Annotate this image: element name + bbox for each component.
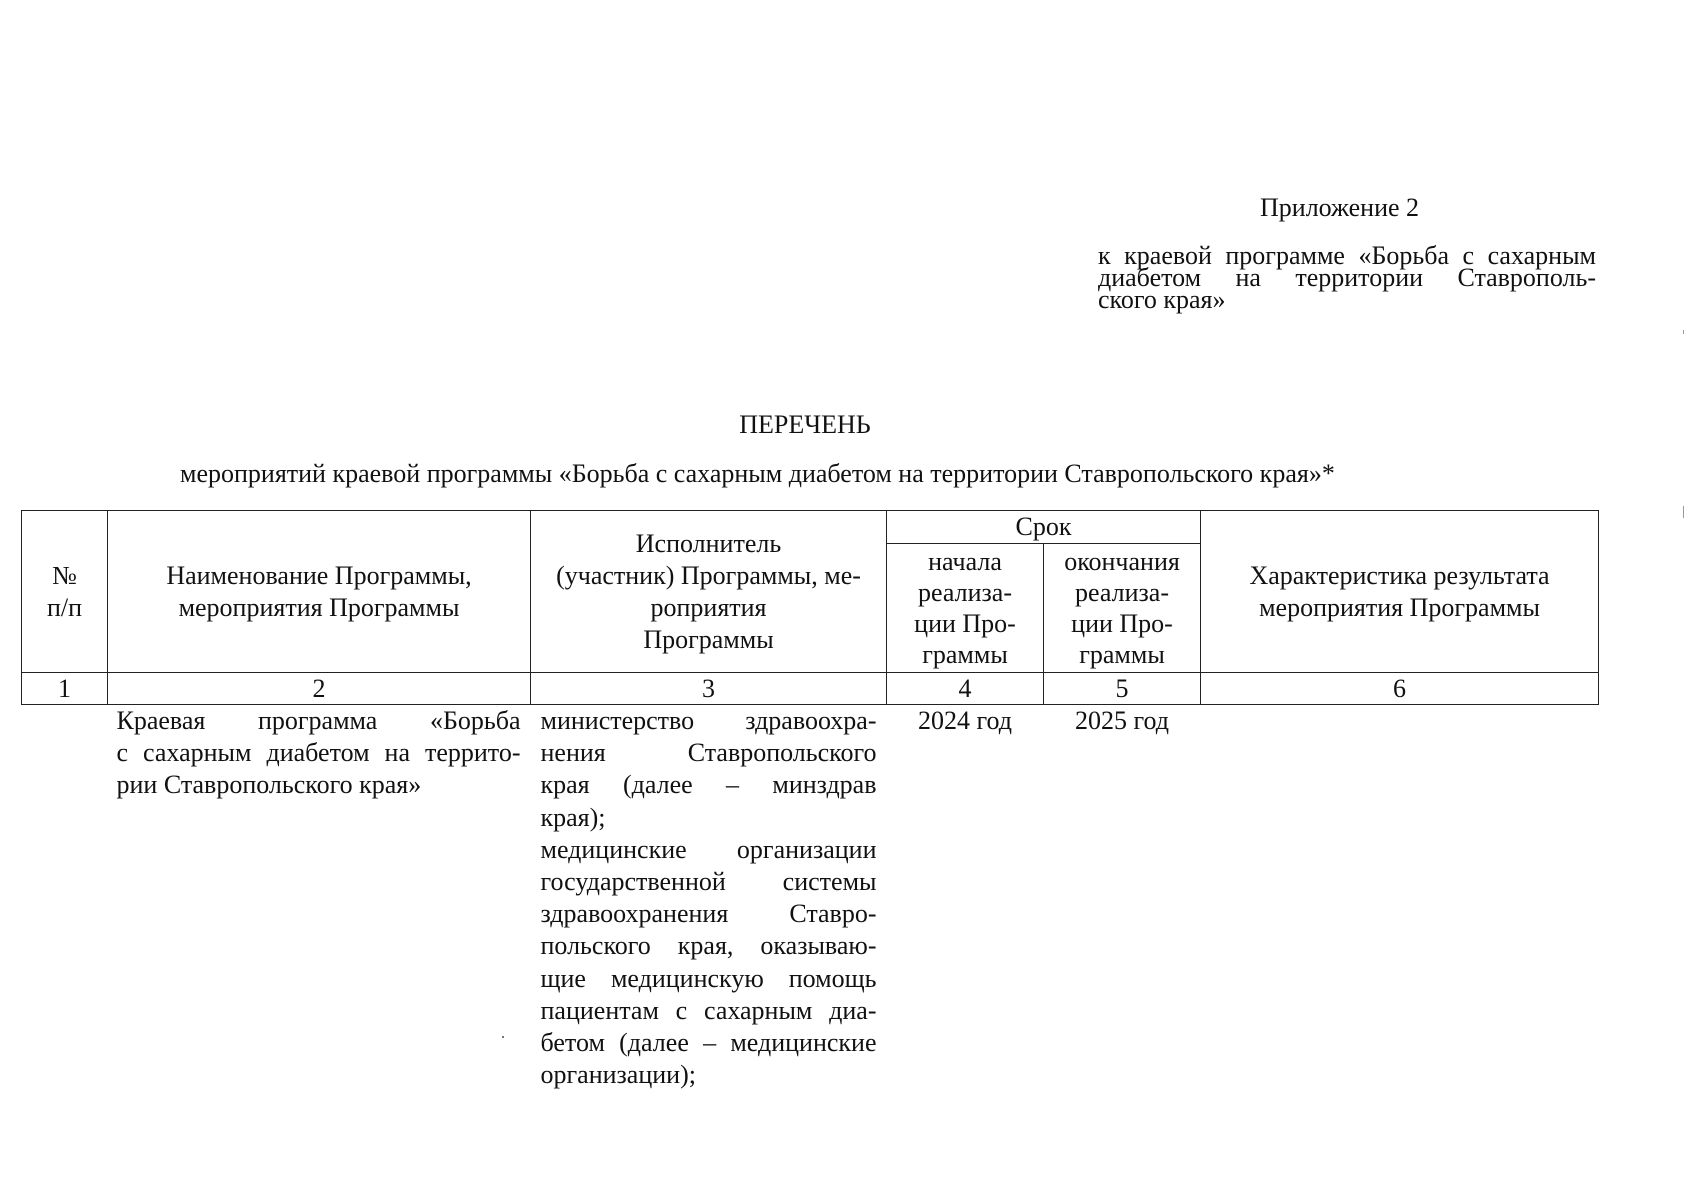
header-executor-line: Исполнитель — [635, 528, 782, 558]
header-executor-line: Программы — [643, 624, 774, 654]
header-start-line: реализа- — [918, 578, 1012, 607]
header-result — [1201, 511, 1599, 673]
executor-line: края (далее – минздрав — [540, 770, 877, 800]
header-start-line: ции Про- — [914, 609, 1016, 638]
scan-edge-mark — [1683, 506, 1684, 518]
start-date-cell: 2024 год — [918, 706, 1012, 735]
appendix-reference-line: ского края» — [1098, 285, 1226, 314]
end-date-cell: 2025 год — [1075, 706, 1169, 735]
scan-edge-mark — [1683, 330, 1684, 334]
header-executor-line: (участник) Программы, ме- — [556, 560, 861, 590]
header-end-line: реализа- — [1075, 578, 1169, 607]
program-name-line: рии Ставропольского края» — [116, 770, 422, 800]
header-end — [1044, 544, 1201, 673]
executor-line: польского края, оказываю- — [540, 931, 877, 961]
header-term: Срок — [887, 511, 1201, 544]
column-number: 5 — [1044, 673, 1201, 705]
executor-line: организации); — [540, 1060, 696, 1090]
executor-cell — [531, 705, 887, 1092]
executor-line: нения Ставропольского — [540, 738, 877, 768]
executor-line: медицинские организации — [540, 834, 877, 864]
result-cell — [1201, 705, 1599, 1092]
column-number: 4 — [887, 673, 1044, 705]
table-row — [22, 705, 1599, 1092]
column-number: 2 — [108, 673, 531, 705]
header-executor-line: роприятия — [650, 592, 767, 622]
header-name-line: мероприятия Программы — [178, 592, 460, 622]
header-result-line: мероприятия Программы — [1259, 592, 1540, 622]
document-heading: ПЕРЕЧЕНЬ — [739, 410, 871, 439]
header-number-line: № — [52, 560, 77, 590]
executor-line: государственной системы — [540, 867, 877, 897]
program-name-cell — [108, 705, 531, 1092]
column-number: 6 — [1201, 673, 1599, 705]
header-start-line: граммы — [922, 640, 1008, 669]
appendix-title: Приложение 2 — [1260, 193, 1420, 222]
program-name-line: с сахарным диабетом на террито- — [116, 738, 521, 768]
header-end-line: ции Про- — [1071, 609, 1173, 638]
executor-line: бетом (далее – медицинские — [540, 1028, 877, 1058]
header-end-line: граммы — [1079, 640, 1165, 669]
row-number — [22, 705, 108, 1092]
document-subheading: мероприятий краевой программы «Борьба с сахарным диабетом на территории Ставропольского края»* — [180, 459, 1335, 488]
header-name — [108, 511, 531, 673]
appendix-reference-line: к краевой программе «Борьба с сахарным — [1098, 241, 1596, 270]
header-number — [22, 511, 108, 673]
executor-line: края); — [540, 802, 606, 832]
header-name-line: Наименование Программы, — [166, 560, 472, 590]
column-number: 3 — [531, 673, 887, 705]
executor-line: щие медицинскую помощь — [540, 963, 877, 993]
column-number: 1 — [22, 673, 108, 705]
executor-line: министерство здравоохра- — [540, 706, 877, 735]
measures-table — [21, 510, 1599, 1091]
appendix-reference — [1098, 241, 1596, 314]
program-name-line: Краевая программа «Борьба — [116, 706, 521, 735]
appendix-reference-line: диабетом на территории Ставрополь- — [1098, 263, 1596, 292]
executor-line: пациентам с сахарным диа- — [540, 995, 877, 1025]
executor-line: здравоохранения Ставро- — [540, 899, 877, 929]
header-start — [887, 544, 1044, 673]
header-end-line: окончания — [1064, 547, 1180, 576]
header-executor — [531, 511, 887, 673]
header-start-line: начала — [928, 547, 1002, 576]
header-number-line: п/п — [46, 592, 83, 622]
header-result-line: Характеристика результата — [1249, 560, 1550, 590]
